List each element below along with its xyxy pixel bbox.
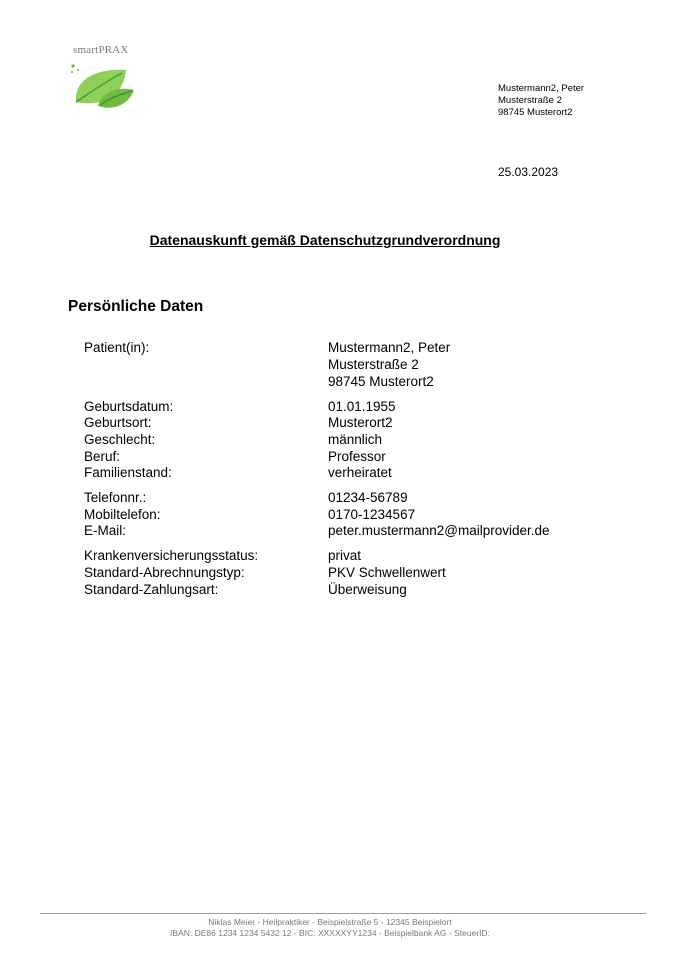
info-value: Professor xyxy=(328,449,386,464)
info-value: PKV Schwellenwert xyxy=(328,565,446,580)
info-label: Krankenversicherungsstatus: xyxy=(84,548,259,563)
info-value: 01.01.1955 xyxy=(328,399,396,414)
document-date: 25.03.2023 xyxy=(498,165,559,179)
info-row-patient xyxy=(0,339,683,356)
info-row xyxy=(0,448,683,465)
recipient-street: Musterstraße 2 xyxy=(498,95,562,106)
info-value: männlich xyxy=(328,432,383,447)
footer-line-1: Niklas Meier - Heilpraktiker - Beispielstraße 5 - 12345 Beispielort xyxy=(208,917,452,927)
document-title: Datenauskunft gemäß Datenschutzgrundverordnung xyxy=(149,232,501,248)
footer-line-2: IBAN: DE86 1234 1234 5432 12 - BIC: XXXXXYY1234 - Beispielbank AG - SteuerID: xyxy=(170,928,490,938)
info-value: privat xyxy=(328,548,362,563)
recipient-city: 98745 Musterort2 xyxy=(498,107,573,118)
info-label: Geburtsort: xyxy=(84,415,152,430)
info-label: Telefonnr.: xyxy=(84,490,147,505)
info-row xyxy=(0,414,683,431)
section-title: Persönliche Daten xyxy=(68,298,204,315)
info-label: Patient(in): xyxy=(84,340,150,355)
info-value: Überweisung xyxy=(328,582,407,597)
info-row-patient-city xyxy=(0,373,683,390)
recipient-name: Mustermann2, Peter xyxy=(498,83,585,94)
info-row xyxy=(0,506,683,523)
info-row xyxy=(0,547,683,564)
logo-text: smartPRAX xyxy=(73,44,129,56)
info-label: Familienstand: xyxy=(84,465,172,480)
info-value: 0170-1234567 xyxy=(328,507,416,522)
info-row-patient-street xyxy=(0,356,683,373)
footer-divider xyxy=(40,913,646,914)
info-row xyxy=(0,581,683,598)
info-value: Musterort2 xyxy=(328,415,393,430)
info-label: Standard-Abrechnungstyp: xyxy=(84,565,245,580)
info-label: Standard-Zahlungsart: xyxy=(84,582,219,597)
info-label: Geschlecht: xyxy=(84,432,156,447)
info-row xyxy=(0,489,683,506)
leaf-logo-icon xyxy=(68,56,140,116)
info-label: E-Mail: xyxy=(84,523,127,538)
info-label: Geburtsdatum: xyxy=(84,399,174,414)
info-value: verheiratet xyxy=(328,465,392,480)
patient-street: Musterstraße 2 xyxy=(328,357,419,372)
recipient-address xyxy=(498,83,584,119)
info-row xyxy=(0,398,683,415)
patient-name: Mustermann2, Peter xyxy=(328,340,451,355)
info-row xyxy=(0,564,683,581)
info-label: Mobiltelefon: xyxy=(84,507,161,522)
info-value: peter.mustermann2@mailprovider.de xyxy=(328,523,550,538)
info-row xyxy=(0,522,683,539)
info-row xyxy=(0,431,683,448)
info-value: 01234-56789 xyxy=(328,490,408,505)
patient-city: 98745 Musterort2 xyxy=(328,374,434,389)
info-label: Beruf: xyxy=(84,449,121,464)
info-row xyxy=(0,464,683,481)
